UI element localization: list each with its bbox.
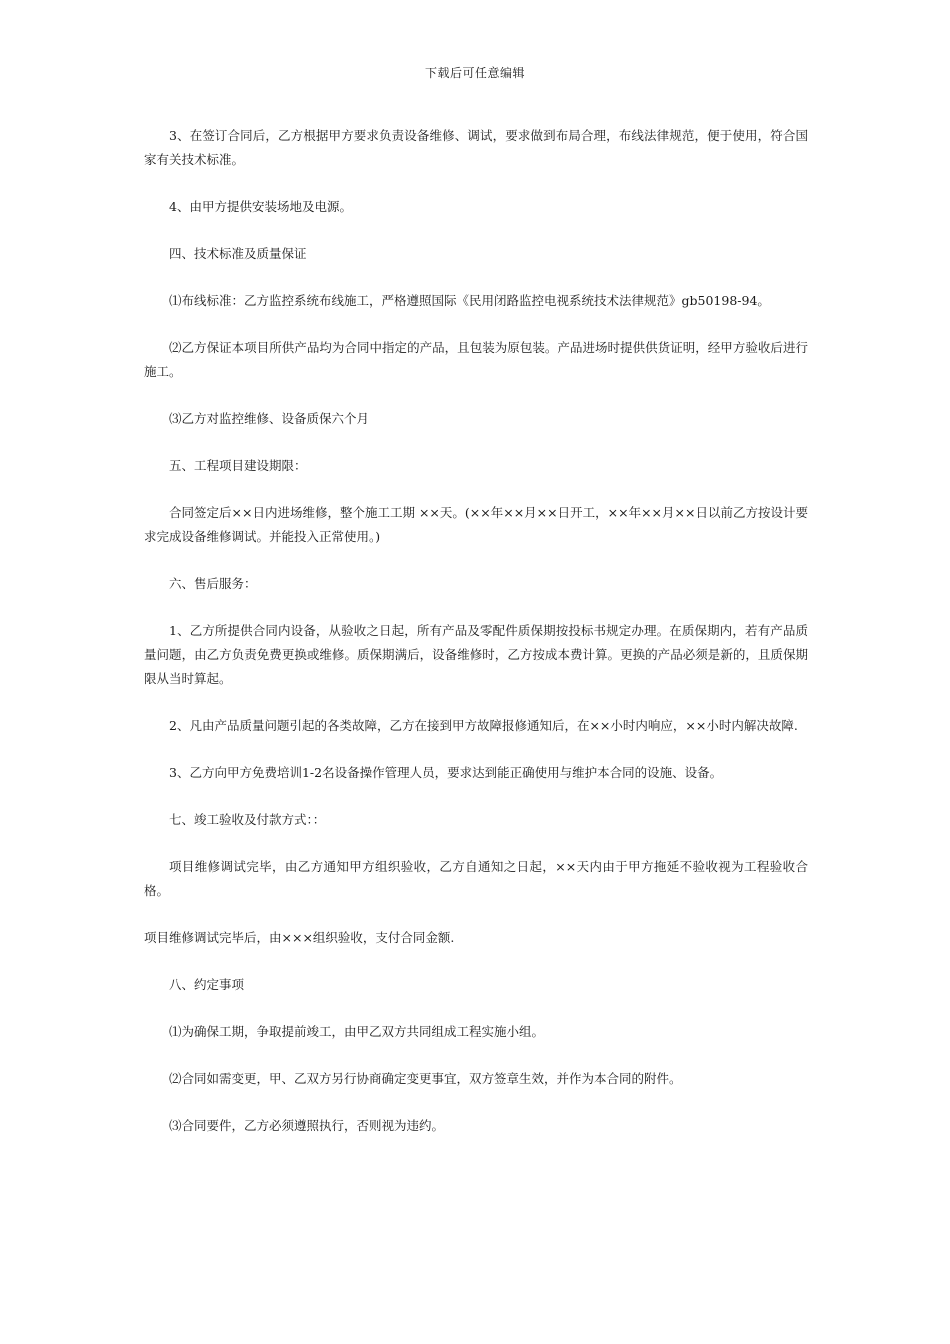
construction-period-text: 合同签定后××日内进场维修，整个施工工期 ××天。(××年××月××日开工，××年××月××日以前乙方按设计要求完成设备维修调试。并能投入正常使用。) xyxy=(144,505,808,544)
acceptance-text: 项目维修调试完毕，由乙方通知甲方组织验收，乙方自通知之日起，××天内由于甲方拖延不验收视为工程验收合格。 xyxy=(144,859,808,898)
section-8-heading: 八、约定事项 xyxy=(169,977,245,992)
document-body xyxy=(144,124,808,1161)
section-7-heading: 七、竣工验收及付款方式：： xyxy=(169,812,326,827)
agreement-item-3: ⑶合同要件，乙方必须遵照执行，否则视为违约。 xyxy=(169,1118,445,1133)
section-6-heading: 六、售后服务： xyxy=(169,576,257,591)
agreement-item-1: ⑴为确保工期，争取提前竣工，由甲乙双方共同组成工程实施小组。 xyxy=(169,1024,545,1039)
section-4-heading: 四、技术标准及质量保证 xyxy=(169,246,307,261)
section-5-heading: 五、工程项目建设期限： xyxy=(169,458,307,473)
clause-3-signing: 3、在签订合同后，乙方根据甲方要求负责设备维修、调试，要求做到布局合理，布线法律规范，便于使用，符合国家有关技术标准。 xyxy=(144,128,808,167)
service-clause-1: 1、乙方所提供合同内设备，从验收之日起，所有产品及零配件质保期按投标书规定办理。在质保期内，若有产品质量问题，由乙方负责免费更换或维修。质保期满后，设备维修时，乙方按成本费计算。更换的产品必须是新的，且质保期限从当时算起。 xyxy=(144,623,808,686)
item-warranty-period: ⑶乙方对监控维修、设备质保六个月 xyxy=(169,411,370,426)
item-wiring-standard: ⑴布线标准：乙方监控系统布线施工，严格遵照国际《民用闭路监控电视系统技术法律规范》gb50198-94。 xyxy=(169,293,770,308)
page-header: 下载后可任意编辑 xyxy=(424,66,525,80)
service-clause-2: 2、凡由产品质量问题引起的各类故障，乙方在接到甲方故障报修通知后，在××小时内响应，××小时内解决故障. xyxy=(169,718,798,733)
payment-text: 项目维修调试完毕后，由×××组织验收，支付合同金额. xyxy=(144,930,455,945)
clause-4-site-power: 4、由甲方提供安装场地及电源。 xyxy=(169,199,352,214)
agreement-item-2: ⑵合同如需变更，甲、乙双方另行协商确定变更事宜，双方签章生效，并作为本合同的附件。 xyxy=(169,1071,682,1086)
item-product-guarantee: ⑵乙方保证本项目所供产品均为合同中指定的产品，且包装为原包装。产品进场时提供供货证明，经甲方验收后进行施工。 xyxy=(144,340,808,379)
service-clause-3: 3、乙方向甲方免费培训1-2名设备操作管理人员，要求达到能正确使用与维护本合同的设施、设备。 xyxy=(169,765,723,780)
